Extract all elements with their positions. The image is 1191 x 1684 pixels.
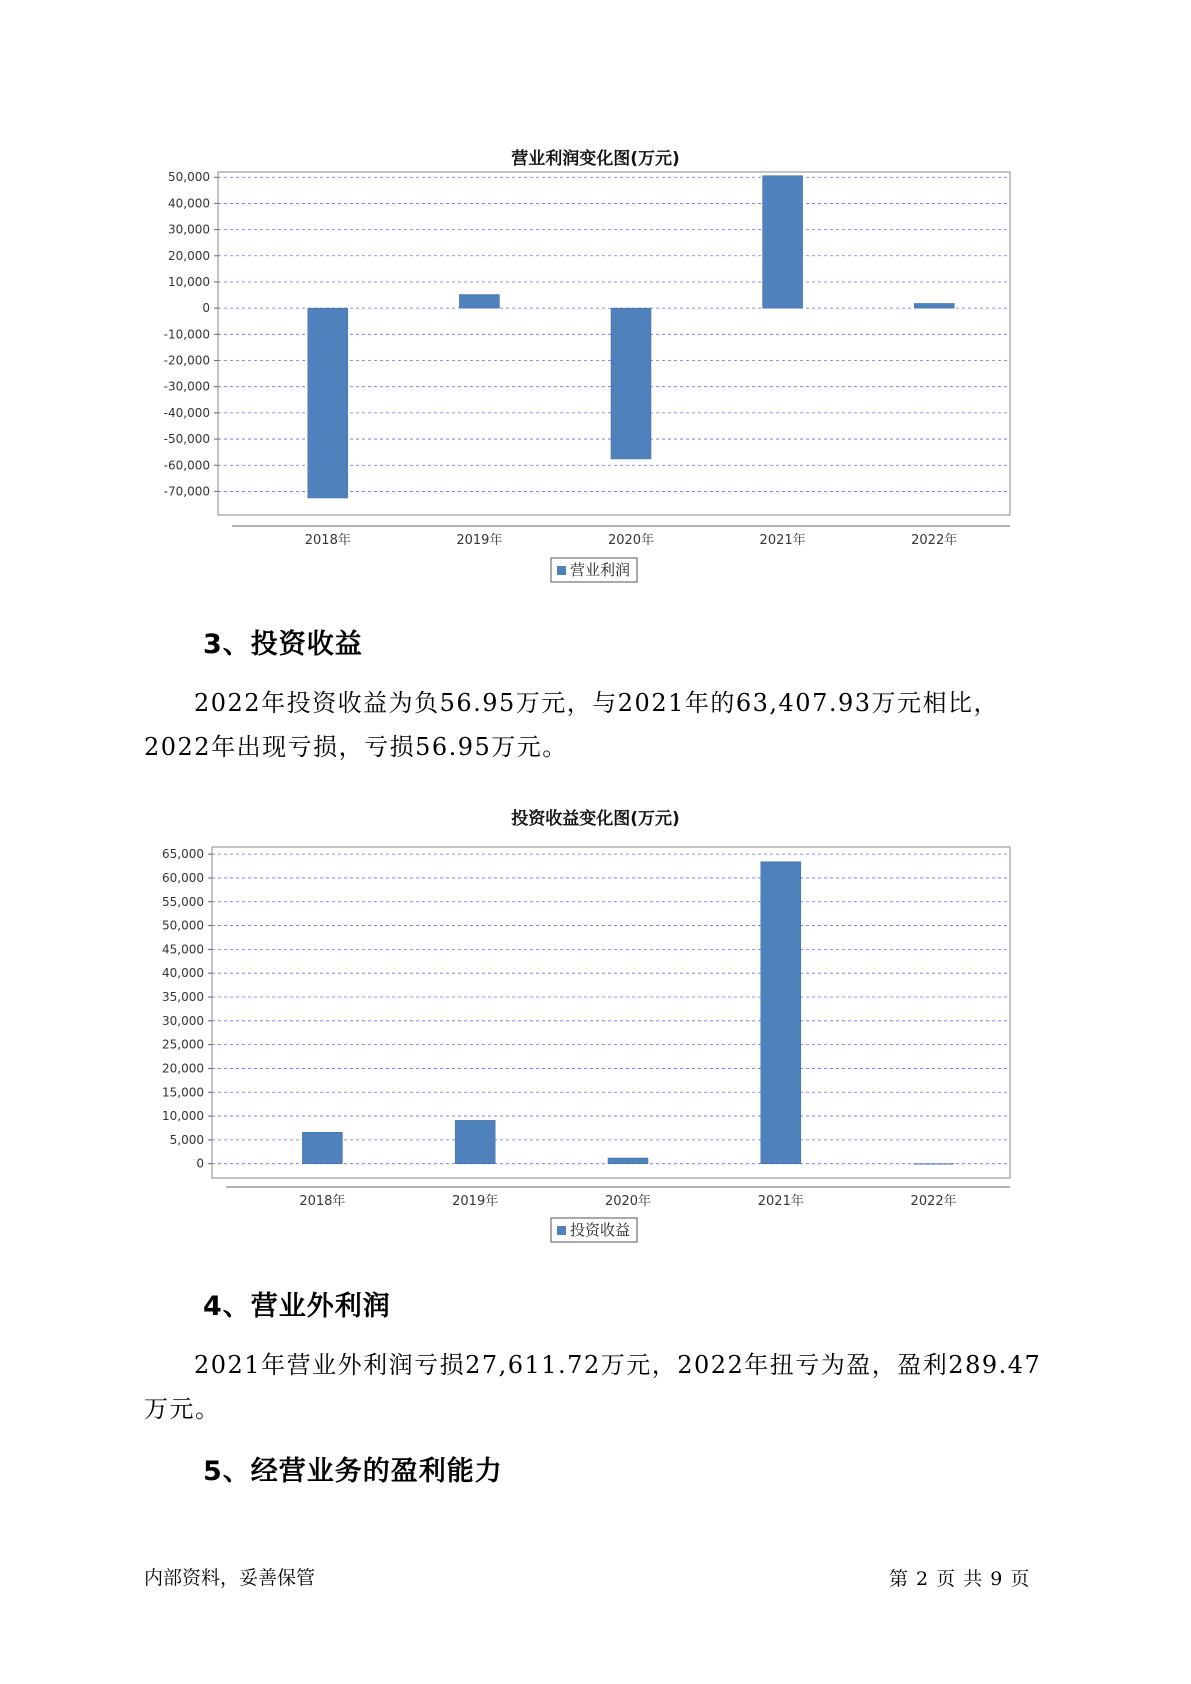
bar: [914, 303, 954, 308]
y-tick-label: 55,000: [162, 894, 204, 909]
section-3-heading: 3、投资收益: [203, 629, 363, 660]
chart-operating-profit: [0, 130, 1191, 600]
x-tick-label: 2019年: [456, 533, 503, 548]
y-tick-label: 0: [196, 1156, 204, 1171]
x-tick-label: 2018年: [304, 533, 351, 548]
legend: [551, 558, 637, 582]
x-tick-label: 2018年: [299, 1194, 346, 1209]
y-tick-label: 30,000: [168, 222, 210, 237]
y-tick-label: 35,000: [162, 990, 204, 1005]
y-tick-label: 50,000: [162, 918, 204, 933]
y-tick-label: 40,000: [168, 196, 210, 211]
y-tick-label: 10,000: [162, 1109, 204, 1124]
x-tick-label: 2022年: [911, 533, 958, 548]
y-tick-label: -70,000: [163, 484, 210, 499]
chart-investment-income: [0, 790, 1191, 1260]
bar: [302, 1132, 342, 1163]
y-tick-label: 20,000: [162, 1061, 204, 1076]
y-tick-label: -10,000: [163, 327, 210, 342]
y-tick-label: -60,000: [163, 458, 210, 473]
chart-svg: [0, 790, 1191, 1260]
chart-title: 投资收益变化图(万元): [511, 809, 680, 829]
y-tick-label: 30,000: [162, 1013, 204, 1028]
footer-confidential: 内部资料，妥善保管: [144, 1567, 316, 1589]
plot-area: [212, 847, 1010, 1178]
section-5-heading: 5、经营业务的盈利能力: [203, 1456, 503, 1487]
x-tick-label: 2020年: [604, 1194, 652, 1209]
y-tick-label: 0: [202, 301, 210, 316]
y-tick-label: 60,000: [162, 870, 204, 885]
bar: [459, 295, 499, 309]
legend-label: 投资收益: [570, 1221, 631, 1239]
legend-label: 营业利润: [570, 561, 631, 579]
x-tick-label: 2021年: [757, 1194, 804, 1209]
y-tick-label: -20,000: [163, 353, 210, 368]
y-tick-label: 65,000: [162, 847, 204, 862]
bar: [611, 308, 651, 459]
section-4-heading: 4、营业外利润: [203, 1291, 391, 1322]
legend-swatch: [557, 566, 566, 575]
bar: [455, 1120, 495, 1163]
y-tick-label: -30,000: [163, 379, 210, 394]
y-tick-label: 5,000: [169, 1132, 204, 1147]
x-tick-label: 2019年: [452, 1194, 499, 1209]
y-tick-label: -40,000: [163, 405, 210, 420]
y-tick-label: 45,000: [162, 942, 204, 957]
legend: [551, 1218, 637, 1242]
section-3-paragraph: 2022年投资收益为负56.95万元，与2021年的63,407.93万元相比，2022年出现亏损，亏损56.95万元。: [144, 689, 1000, 761]
x-tick-label: 2020年: [607, 533, 655, 548]
y-tick-label: 10,000: [168, 274, 210, 289]
chart-title: 营业利润变化图(万元): [511, 149, 680, 169]
section-4-paragraph: 2021年营业外利润亏损27,611.72万元，2022年扭亏为盈，盈利289.47万元。: [144, 1351, 1042, 1423]
x-tick-label: 2021年: [759, 533, 806, 548]
y-tick-label: 40,000: [162, 966, 204, 981]
bar: [914, 1164, 954, 1165]
bar: [608, 1158, 648, 1164]
x-tick-label: 2022年: [910, 1194, 957, 1209]
bar: [308, 308, 348, 498]
bar: [763, 176, 803, 308]
y-tick-label: 15,000: [162, 1085, 204, 1100]
y-tick-label: 25,000: [162, 1037, 204, 1052]
y-tick-label: -50,000: [163, 432, 210, 447]
footer-page-number: 第 2 页 共 9 页: [889, 1568, 1031, 1590]
legend-swatch: [557, 1226, 566, 1235]
y-tick-label: 20,000: [168, 248, 210, 263]
y-tick-label: 50,000: [168, 170, 210, 185]
bar: [761, 862, 801, 1164]
chart-svg: [0, 130, 1191, 600]
